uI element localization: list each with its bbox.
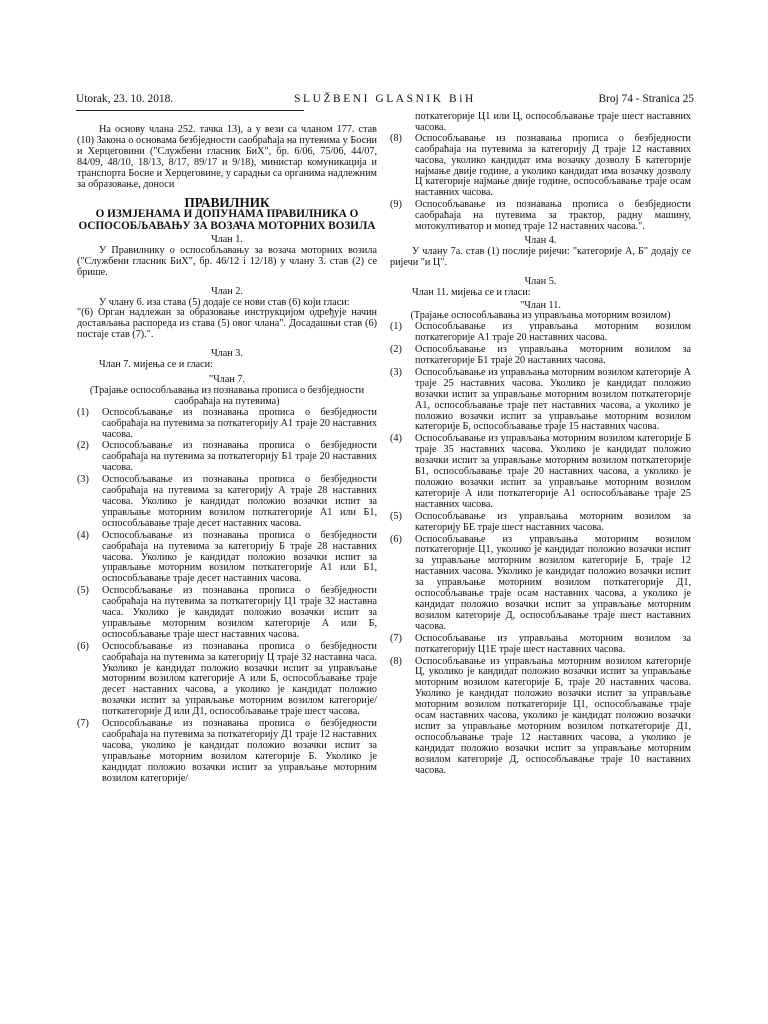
paragraph-number: (6)	[390, 533, 402, 545]
article-1-heading: Члан 1.	[211, 234, 243, 246]
paragraph-text: Оспособљавање из познавања прописа о безбједности саобраћаја на путевима за категорију Ц траје 32 наставна часа. Уколико је кандидат положио возачки испит за управљање моторним возилом категорије А или Б, оспособљавање траје десет наставних часова, а уколико је кандидат положио возачки испит за управљање моторним возилом категорије/поткатегорије Д или Д1, оспособљавање траје шест часова.	[102, 640, 377, 718]
paragraph-text: Оспособљавање из управљања моторним возилом поткатегорије Ц1, уколико је кандидат положио возачки испит за управљање моторним возилом категорије Б, траје 12 наставних часова. Уколико је кандидат положио возачки испит за управљање моторним возилом поткатегорије Д1, оспособљавање траје осам наставних часова, а уколико је кандидат положио возачки испит за управљање моторним возилом категорије Д, оспособљавање траје шест наставних часова.	[415, 533, 691, 632]
article-3-text: Члан 7. мијења се и гласи:	[99, 359, 213, 371]
article-1-text: У Правилнику о оспособљавању за возача моторних возила ("Службени гласник БиХ", бр. 46/12 i 12/18) у члану 3. став (2) се брише.	[77, 244, 377, 278]
numbered-paragraph	[390, 434, 691, 510]
publication-title: SLUŽBENI GLASNIK BiH	[294, 93, 476, 105]
paragraph-text: Оспособљавање из управљања моторним возилом категорије Ц, уколико је кандидат положио возачки испит за управљање моторним возилом категорије Б, траје 20 наставних часова. Уколико је кандидат положио возачки испит за управљање моторним возилом поткатегорије Ц1, оспособљавање траје осам наставних часова, уколико је кандидат положио возачки испит за управљање моторним возилом поткатегорије Д1, оспособљавање траје 12 наставних часова, а уколико је кандидат положио возачки испит за управљање моторним возилом категорије Д, оспособљавање траје 10 наставних часова.	[415, 655, 691, 776]
paragraph-number: (9)	[390, 199, 402, 211]
numbered-paragraph	[77, 642, 377, 718]
numbered-paragraph	[390, 657, 691, 777]
article-7-subheading: (Трајање оспособљавања из познавања прописа о безбједности саобраћаја на путевима)	[89, 384, 365, 407]
article-4-text: У члану 7а. став (1) послије ријечи: "категорије А, Б" додају се ријечи "и Ц".	[390, 245, 691, 268]
article-7-items	[77, 408, 377, 785]
paragraph-text: Оспособљавање из познавања прописа о безбједности саобраћаја на путевима за категорију Д траје 12 наставних часова, уколико кандидат има возачку дозволу Б категорије најмање двије године, а уколико кандидат има возачку дозволу Ц категорије најмање двије године, оспособљавање траје осам наставних часова.	[415, 132, 691, 199]
paragraph-text: Оспособљавање из управљања моторним возилом категорије Б траје 35 наставних часова. Уколико је кандидат положио возачки испит за управљање моторним возилом поткатегорије Б1, оспособљавање траје 20 наставних часова, а уколико је положио возачки испит за управљање моторним возилом категорије А или поткатегорије А1 оспособљавање траје 25 наставних часова.	[415, 433, 691, 510]
issue-and-page: Broj 74 - Stranica 25	[598, 93, 694, 105]
numbered-paragraph	[77, 719, 377, 784]
paragraph-number: (2)	[77, 440, 89, 452]
paragraph-number: (5)	[77, 585, 89, 597]
numbered-paragraph	[77, 441, 377, 474]
issue-date: Utorak, 23. 10. 2018.	[76, 93, 174, 105]
paragraph-number: (1)	[390, 321, 402, 333]
paragraph-number: (8)	[390, 132, 402, 144]
numbered-paragraph	[77, 586, 377, 641]
numbered-paragraph	[390, 134, 691, 199]
numbered-paragraph	[390, 322, 691, 344]
header-rule	[76, 110, 304, 111]
preamble: На основу члана 252. тачка 13), а у вези са чланом 177. став (10) Закона о основама безбједности саобраћаја на путевима у Босни и Херцеговини ("Службени гласник БиХ", бр. 6/06, 75/06, 44/07, 84/09, 48/10, 18/13, 8/17, 89/17 и 9/18), министар комуникација и транспорта Босне и Херцеговине, у сарадњи са органима надлежним за образовање, доноси	[77, 124, 377, 190]
left-column	[77, 125, 377, 786]
article-3-heading: Члан 3.	[211, 348, 243, 360]
numbered-paragraph	[77, 531, 377, 586]
article-7-heading: "Члан 7.	[208, 374, 246, 385]
article-2-text: У члану 6. иза става (5) додаје се нови став (6) који гласи:	[99, 296, 350, 308]
paragraph-number: (8)	[390, 655, 402, 667]
paragraph-text: Оспособљавање из познавања прописа о безбједности саобраћаја на путевима за поткатегорију Б1 траје 20 наставних часова.	[102, 440, 377, 474]
continuation-text: поткатегорије Ц1 или Ц, оспособљавање траје шест наставних часова.	[415, 111, 691, 133]
page-header	[76, 92, 694, 108]
paragraph-number: (4)	[390, 433, 402, 445]
paragraph-number: (4)	[77, 529, 89, 541]
paragraph-text: Оспособљавање из управљања моторним возилом за поткатегорије Б1 траје 20 наставних часова.	[415, 344, 691, 367]
paragraph-text: Оспособљавање из познавања прописа о безбједности саобраћаја на путевима за поткатегорију Д1 траје 12 наставних часова, уколико је кандидат положио возачки испит за управљање моторним возилом категорије Б. Уколико је кандидат положио возачки испит за управљање моторним возилом категорије/	[102, 718, 377, 784]
paragraph-text: Оспособљавање из познавања прописа о безбједности саобраћаја на путевима за категорију А траје 28 наставних часова. Уколико је кандидат положио возачки испит за управљање моторним возилом поткатегорије А1 или Б1, оспособљавање траје десет наставних часова.	[102, 474, 377, 529]
paragraph-text: Оспособљавање из познавања прописа о безбједности саобраћаја на путевима за трактор, радну машину, мотокултиватор и мопед траје 12 наставних часова.".	[415, 199, 691, 233]
article-2-heading: Члан 2.	[211, 285, 243, 297]
right-column	[390, 112, 691, 777]
paragraph-text: Оспособљавање из познавања прописа о безбједности саобраћаја на путевима за поткатегорију А1 траје 20 наставних часова.	[102, 406, 377, 440]
document-title: ПРАВИЛНИК	[184, 195, 270, 211]
article-2-quote: "(6) Орган надлежан за образовање инструкцијом одређује начин достављања распореда из става (5) овог члана". Досадашњи став (6) постаје став (7).".	[77, 307, 377, 341]
article-11-heading: "Члан 11.	[520, 299, 561, 311]
document-subtitle: О ИЗМЈЕНАМА И ДОПУНАМА ПРАВИЛНИКА О ОСПОСОБЉАВАЊУ ЗА ВОЗАЧА МОТОРНИХ ВОЗИЛА	[78, 208, 376, 233]
numbered-paragraph	[390, 368, 691, 433]
article-5-heading: Члан 5.	[524, 275, 557, 287]
article-4-heading: Члан 4.	[524, 234, 557, 246]
paragraph-text: Оспособљавање из управљања моторним возилом категорије А траје 25 наставних часова. Уколико је кандидат положио возачки испит за управљање моторним возилом поткатегорије А1, оспособљавање траје пет наставних часова, а уколико је положио возачки испит за управљање моторним возилом категорије Б, оспособљавање траје 15 наставних часова.	[415, 366, 691, 433]
numbered-paragraph	[390, 535, 691, 633]
numbered-paragraph	[390, 200, 691, 233]
paragraph-text: Оспособљавање из познавања прописа о безбједности саобраћаја на путевима за категорију Б траје 28 наставних часова. Уколико је кандидат положио возачки испит за управљање моторним возилом поткатегорије А1 или Б1, оспособљавање траје десет наставних часова.	[102, 529, 377, 585]
article-11-subheading: (Трајање оспособљавања из управљања моторним возилом)	[410, 310, 671, 322]
paragraph-number: (1)	[77, 406, 89, 418]
article-5-text: Члан 11. мијења се и гласи:	[412, 286, 531, 298]
numbered-paragraph	[390, 634, 691, 656]
paragraph-number: (3)	[390, 366, 402, 378]
numbered-paragraph	[390, 345, 691, 367]
numbered-paragraph	[77, 408, 377, 441]
paragraph-number: (6)	[77, 640, 89, 652]
paragraph-text: Оспособљавање из управљања моторним возилом за поткатегорију Ц1Е траје шест наставних часова.	[415, 632, 691, 655]
paragraph-text: Оспособљавање из управљања моторним возилом за категорију БЕ траје шест наставних часова.	[415, 510, 691, 533]
article-7-items-continued	[390, 134, 691, 233]
numbered-paragraph	[77, 475, 377, 530]
paragraph-number: (7)	[390, 632, 402, 644]
paragraph-number: (7)	[77, 718, 89, 730]
paragraph-number: (3)	[77, 474, 89, 486]
paragraph-number: (5)	[390, 510, 402, 522]
article-11-items	[390, 322, 691, 776]
numbered-paragraph	[390, 512, 691, 534]
paragraph-text: Оспособљавање из управљања моторним возилом поткатегорије А1 траје 20 наставних часова.	[415, 321, 691, 344]
paragraph-number: (2)	[390, 344, 402, 356]
paragraph-text: Оспособљавање из познавања прописа о безбједности саобраћаја на путевима за поткатегорију Ц1 траје 32 наставна часа. Уколико је кандидат положио возачки испит за управљање моторним возилом категорије А или Б, оспособљавање траје шест наставних часова.	[102, 585, 377, 640]
